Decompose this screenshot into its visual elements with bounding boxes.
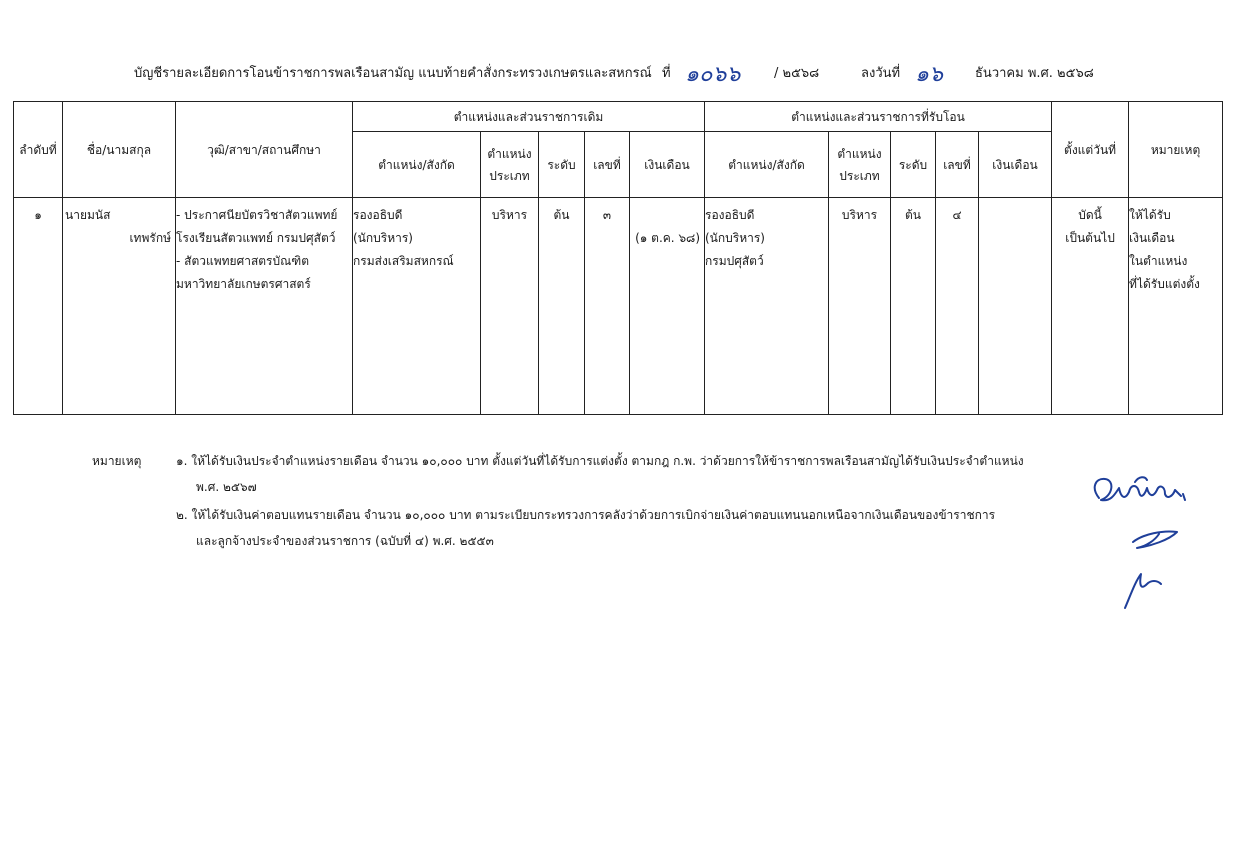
cell-new-number: ๔: [936, 198, 979, 415]
cell-seq: ๑: [14, 198, 63, 415]
header-remarks: หมายเหตุ: [1129, 102, 1223, 198]
remarks-label: หมายเหตุ: [92, 454, 142, 468]
table-row: [14, 198, 1223, 415]
header-new-salary: เงินเดือน: [979, 132, 1052, 198]
header-new-number: เลขที่: [936, 132, 979, 198]
date-label: ลงวันที่: [861, 66, 901, 81]
cell-effective: บัดนี้ เป็นต้นไป: [1052, 198, 1129, 415]
cell-new-position: รองอธิบดี (นักบริหาร) กรมปศุสัตว์: [705, 198, 829, 415]
order-number: ๑๐๖๖: [685, 62, 741, 87]
cell-old-number: ๓: [585, 198, 630, 415]
cell-old-salary: (๑ ต.ค. ๖๘): [630, 198, 705, 415]
cell-old-type: บริหาร: [481, 198, 539, 415]
cell-name: นายมนัส เทพรักษ์: [63, 198, 176, 415]
cell-remark: ให้ได้รับ เงินเดือน ในตำแหน่ง ที่ได้รับแต่งตั้ง: [1129, 198, 1223, 415]
transfer-table: [13, 101, 1223, 415]
remark-item-1-line-1: ๑. ให้ได้รับเงินประจำตำแหน่งรายเดือน จำนวน ๑๐,๐๐๐ บาท ตั้งแต่วันที่ได้รับการแต่งตั้ง ตามกฎ ก.พ. ว่าด้วยการให้ข้าราชการพลเรือนสามัญได้รับเงินประจำตำแหน่ง: [176, 454, 1024, 468]
header-new-level: ระดับ: [891, 132, 936, 198]
header-old-level: ระดับ: [539, 132, 585, 198]
cell-old-level: ต้น: [539, 198, 585, 415]
header-name: ชื่อ/นามสกุล: [63, 102, 176, 198]
order-day: ๑๖: [915, 62, 943, 87]
header-old-salary: เงินเดือน: [630, 132, 705, 198]
header-new-type: ตำแหน่ง ประเภท: [829, 132, 891, 198]
header-receiving-group: ตำแหน่งและส่วนราชการที่รับโอน: [705, 102, 1052, 132]
remark-item-2-line-1: ๒. ให้ได้รับเงินค่าตอบแทนรายเดือน จำนวน ๑๐,๐๐๐ บาท ตามระเบียบกระทรวงการคลังว่าด้วยการเบิกจ่ายเงินค่าตอบแทนนอกเหนือจากเงินเดือนของข้าราชการ: [176, 508, 996, 522]
remark-item-2-line-2: และลูกจ้างประจำของส่วนราชการ (ฉบับที่ ๔) พ.ศ. ๒๕๕๓: [196, 534, 494, 548]
cell-old-position: รองอธิบดี (นักบริหาร) กรมส่งเสริมสหกรณ์: [353, 198, 481, 415]
header-qualification: วุฒิ/สาขา/สถานศึกษา: [176, 102, 353, 198]
cell-qualification: - ประกาศนียบัตรวิชาสัตวแพทย์ โรงเรียนสัตวแพทย์ กรมปศุสัตว์ - สัตวแพทยศาสตรบัณฑิต มหาวิทยาลัยเกษตรศาสตร์: [176, 198, 353, 415]
document-title: [0, 56, 1233, 86]
month-year: ธันวาคม พ.ศ. ๒๕๖๘: [975, 66, 1094, 81]
header-seq: ลำดับที่: [14, 102, 63, 198]
header-new-position: ตำแหน่ง/สังกัด: [705, 132, 829, 198]
year-suffix: / ๒๕๖๘: [774, 66, 820, 81]
remark-item-1-line-2: พ.ศ. ๒๕๖๗: [196, 480, 257, 494]
header-old-position: ตำแหน่ง/สังกัด: [353, 132, 481, 198]
number-label: ที่: [662, 66, 671, 81]
cell-new-level: ต้น: [891, 198, 936, 415]
header-old-type: ตำแหน่ง ประเภท: [481, 132, 539, 198]
header-old-number: เลขที่: [585, 132, 630, 198]
cell-new-salary: [979, 198, 1052, 415]
handwritten-initials: [1085, 470, 1205, 615]
header-original-group: ตำแหน่งและส่วนราชการเดิม: [353, 102, 705, 132]
cell-new-type: บริหาร: [829, 198, 891, 415]
title-text: บัญชีรายละเอียดการโอนข้าราชการพลเรือนสามัญ แนบท้ายคำสั่งกระทรวงเกษตรและสหกรณ์: [134, 66, 652, 81]
header-effective-date: ตั้งแต่วันที่: [1052, 102, 1129, 198]
